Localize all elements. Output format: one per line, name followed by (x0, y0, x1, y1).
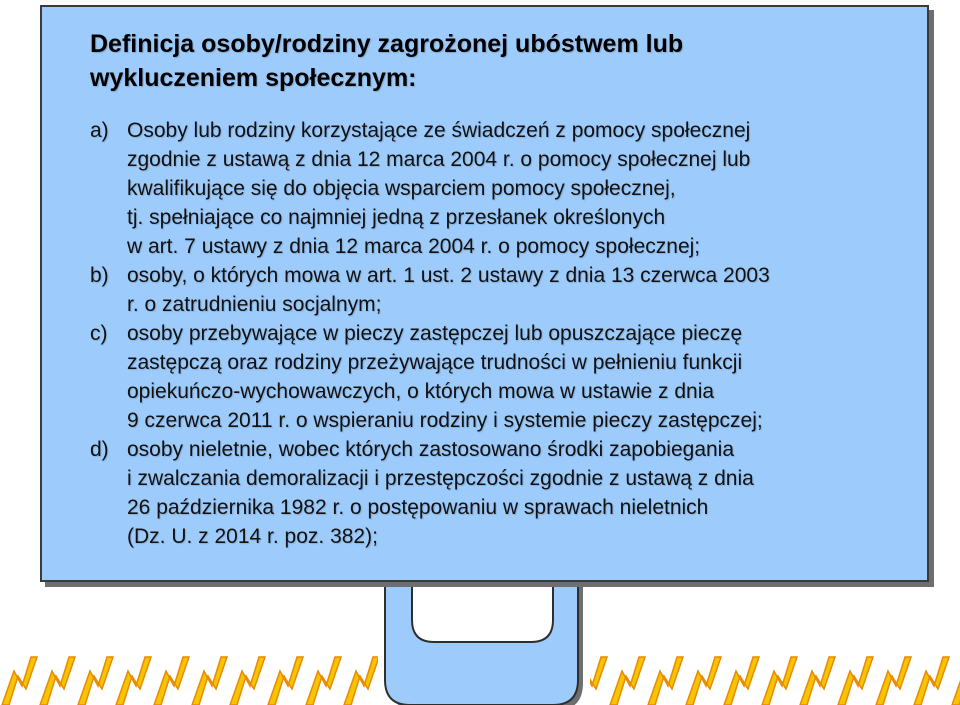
list-item-text (127, 116, 750, 261)
list-item-text (127, 319, 763, 435)
zigzag-strip-left (0, 655, 378, 705)
text-line: i zwalczania demoralizacji i przestępczości zgodnie z ustawą z dnia (127, 467, 754, 490)
text-line: zgodnie z ustawą z dnia 12 marca 2004 r. o pomocy społecznej lub (127, 148, 751, 171)
text-line: osoby przebywające w pieczy zastępczej lub opuszczające pieczę (127, 322, 743, 345)
definition-list (90, 116, 770, 551)
title-line: Definicja osoby/rodziny zagrożonej ubóstwem lub (90, 30, 684, 58)
text-line: r. o zatrudnieniu socjalnym; (127, 293, 382, 316)
list-item-text (127, 435, 754, 551)
text-line: zastępczą oraz rodziny przeżywające trudności w pełnieniu funkcji (127, 351, 743, 374)
text-line: Osoby lub rodziny korzystające ze świadczeń z pomocy społecznej (127, 119, 751, 142)
text-line: osoby nieletnie, wobec których zastosowano środki zapobiegania (127, 438, 735, 461)
text-line: (Dz. U. z 2014 r. poz. 382); (127, 525, 378, 548)
text-line: osoby, o których mowa w art. 1 ust. 2 ustawy z dnia 13 czerwca 2003 (127, 264, 770, 287)
list-item-c (90, 319, 770, 435)
slide-title (90, 27, 683, 95)
list-item-label: b) (90, 264, 109, 287)
content-box (40, 5, 929, 582)
list-item-a (90, 116, 770, 261)
bracket-inner-notch (412, 575, 553, 642)
list-item-text (127, 261, 770, 319)
text-line: kwalifikujące się do objęcia wsparciem pomocy społecznej, (127, 177, 676, 200)
list-item-label: c) (90, 322, 108, 345)
title-line: wykluczeniem społecznym: (90, 64, 417, 92)
text-line: w art. 7 ustawy z dnia 12 marca 2004 r. o pomocy społecznej; (127, 235, 701, 258)
list-item-d (90, 435, 770, 551)
text-line: opiekuńczo-wychowawczych, o których mowa w ustawie z dnia (127, 380, 715, 403)
text-line: 26 października 1982 r. o postępowaniu w sprawach nieletnich (127, 496, 709, 519)
zigzag-strip-right (590, 655, 960, 705)
text-line: tj. spełniające co najmniej jedną z przesłanek określonych (127, 206, 666, 229)
list-item-b (90, 261, 770, 319)
list-item-label: a) (90, 119, 109, 142)
list-item-label: d) (90, 438, 109, 461)
text-line: 9 czerwca 2011 r. o wspieraniu rodziny i systemie pieczy zastępczej; (127, 409, 763, 432)
